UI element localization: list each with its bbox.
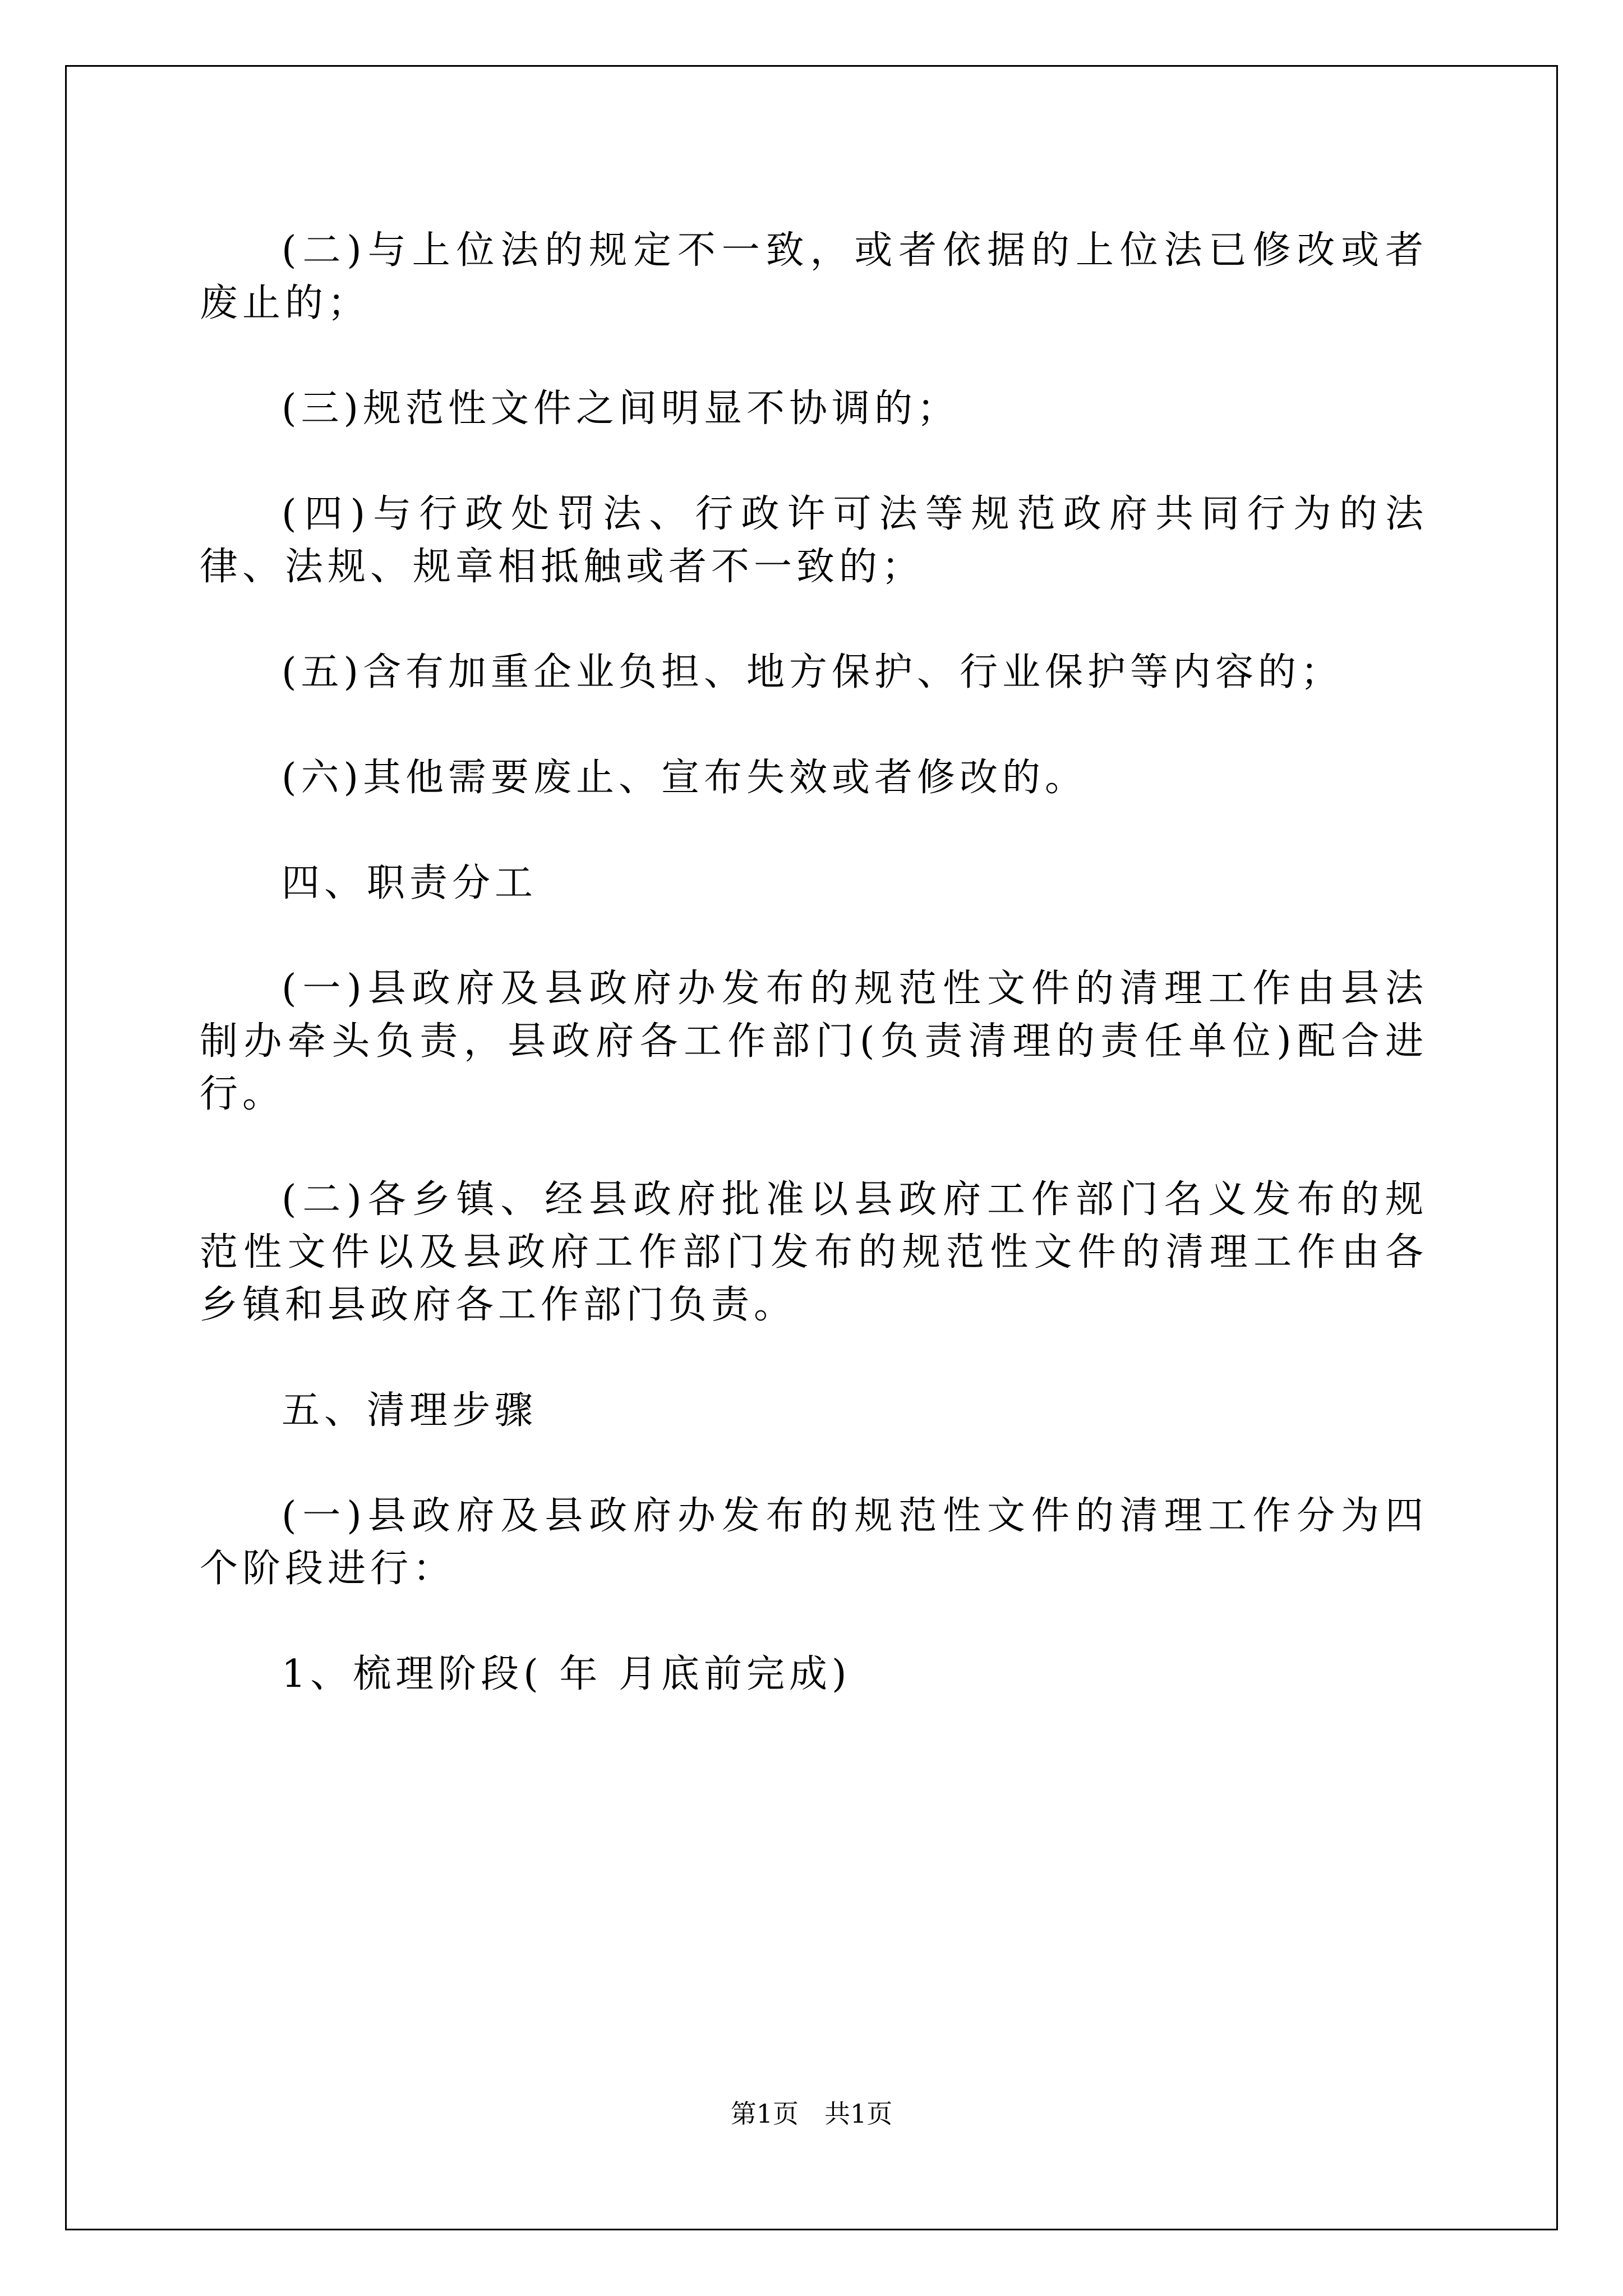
section-heading-duties: 四、职责分工 xyxy=(282,861,538,905)
steps-item-1: (一)县政府及县政府办发布的规范性文件的清理工作分为四个阶段进行： xyxy=(200,1494,1428,1591)
duties-item-2: (二)各乡镇、经县政府批准以县政府工作部门名义发布的规范性文件以及县政府工作部门发布的规范性文件的清理工作由各乡镇和县政府各工作部门负责。 xyxy=(200,1177,1428,1327)
paragraph-5: (五)含有加重企业负担、地方保护、行业保护等内容的； xyxy=(282,650,1344,694)
page-footer: 第1页 共1页 xyxy=(730,2099,893,2129)
paragraph-2: (二)与上位法的规定不一致，或者依据的上位法已修改或者废止的； xyxy=(200,228,1428,325)
paragraph-4: (四)与行政处罚法、行政许可法等规范政府共同行为的法律、法规、规章相抵触或者不一致的； xyxy=(200,492,1428,589)
steps-stage-1: 1、梳理阶段( 年 月底前完成) xyxy=(282,1652,851,1696)
document-body xyxy=(200,224,1428,1754)
paragraph-6: (六)其他需要废止、宣布失效或者修改的。 xyxy=(282,756,1088,800)
section-heading-steps: 五、清理步骤 xyxy=(282,1388,538,1433)
duties-item-1: (一)县政府及县政府办发布的规范性文件的清理工作由县法制办牵头负责，县政府各工作部门(负责清理的责任单位)配合进行。 xyxy=(200,967,1428,1116)
paragraph-3: (三)规范性文件之间明显不协调的； xyxy=(282,386,960,431)
